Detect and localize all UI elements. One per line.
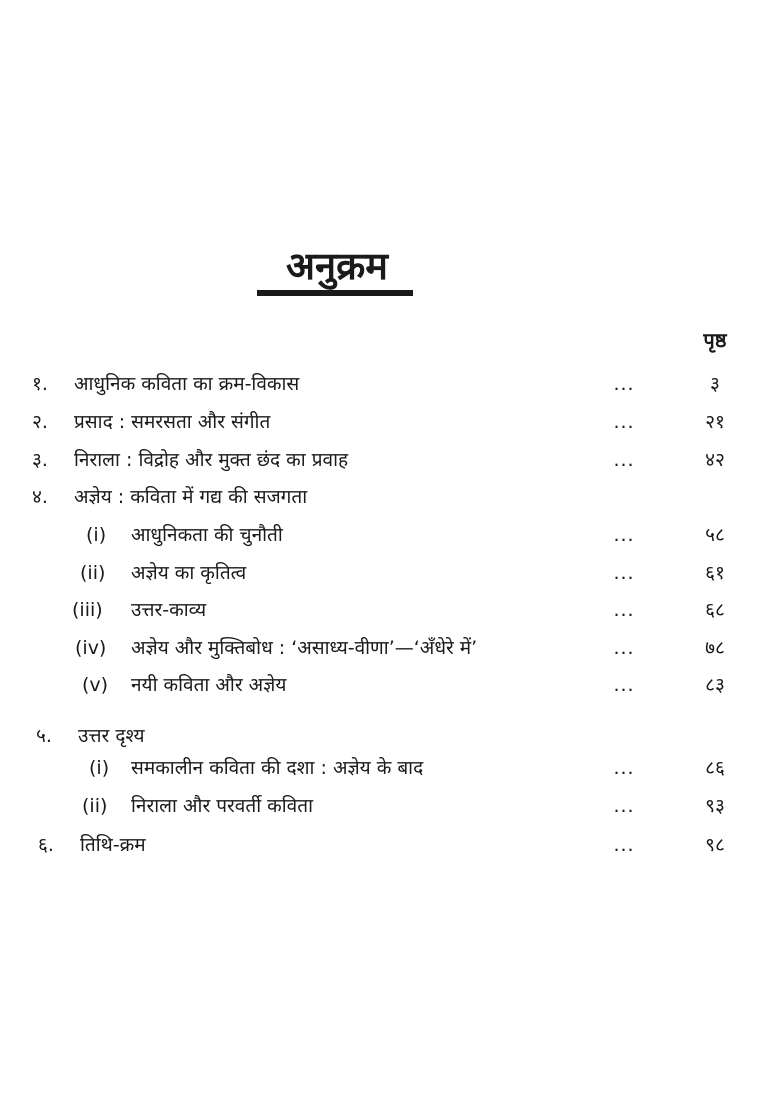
toc-entry[interactable] [0,442,780,478]
entry-title: अज्ञेय का कृतित्व [131,562,247,584]
entry-page: ९३ [705,795,725,817]
entry-number: (ii) [80,562,106,584]
entry-number: (v) [82,674,109,696]
dot-leader: ... [613,757,635,779]
entry-page: ७८ [705,637,725,659]
toc-subentry[interactable] [0,555,780,591]
entry-number: ६. [38,834,54,856]
toc-subentry[interactable] [0,788,780,824]
entry-page: ८३ [705,674,725,696]
entry-title: तिथि-क्रम [80,834,146,856]
toc-subentry[interactable] [0,630,780,666]
toc-subentry[interactable] [0,667,780,703]
entry-title: निराला : विद्रोह और मुक्त छंद का प्रवाह [74,449,349,471]
entry-number: (i) [89,757,110,779]
toc-subentry[interactable] [0,517,780,553]
dot-leader: ... [613,524,635,546]
entry-title: अज्ञेय : कविता में गद्य की सजगता [74,486,308,508]
entry-number: १. [32,373,48,395]
entry-number: २. [32,411,48,433]
toc-entry[interactable] [0,404,780,440]
entry-page: ८६ [705,757,725,779]
entry-page: ९८ [705,834,725,856]
entry-number: ३. [32,449,48,471]
dot-leader: ... [613,373,635,395]
entry-title: उत्तर-काव्य [131,599,207,621]
toc-entry[interactable] [0,366,780,402]
dot-leader: ... [613,834,635,856]
dot-leader: ... [613,562,635,584]
toc-entry[interactable] [0,479,780,515]
dot-leader: ... [613,637,635,659]
entry-page: २१ [705,411,725,433]
page-title: अनुक्रम [285,244,389,288]
entry-title: आधुनिकता की चुनौती [131,524,283,546]
dot-leader: ... [613,449,635,471]
dot-leader: ... [613,411,635,433]
entry-title: प्रसाद : समरसता और संगीत [74,411,271,433]
entry-number: (ii) [82,795,108,817]
dot-leader: ... [613,795,635,817]
entry-number: (i) [86,524,107,546]
entry-title: नयी कविता और अज्ञेय [131,674,287,696]
entry-title: निराला और परवर्ती कविता [131,795,313,817]
entry-number: (iii) [72,599,103,621]
toc-subentry[interactable] [0,750,780,786]
dot-leader: ... [613,674,635,696]
page-column-heading: पृष्ठ [703,328,727,352]
entry-number: ५. [36,725,52,747]
toc-subentry[interactable] [0,592,780,628]
entry-number: ४. [32,486,48,508]
title-underline [257,290,413,296]
toc-entry[interactable] [0,718,780,754]
entry-page: ५८ [705,524,725,546]
entry-page: ४२ [705,449,725,471]
entry-page: ३ [710,373,720,395]
entry-title: अज्ञेय और मुक्तिबोध : ‘असाध्य-वीणा’—‘अँधेरे में’ [131,637,478,659]
entry-title: आधुनिक कविता का क्रम-विकास [74,373,300,395]
entry-page: ६८ [705,599,725,621]
entry-title: समकालीन कविता की दशा : अज्ञेय के बाद [131,757,424,779]
entry-page: ६१ [705,562,725,584]
entry-title: उत्तर दृश्य [78,725,145,747]
entry-number: (iv) [75,637,107,659]
toc-entry[interactable] [0,827,780,863]
dot-leader: ... [613,599,635,621]
